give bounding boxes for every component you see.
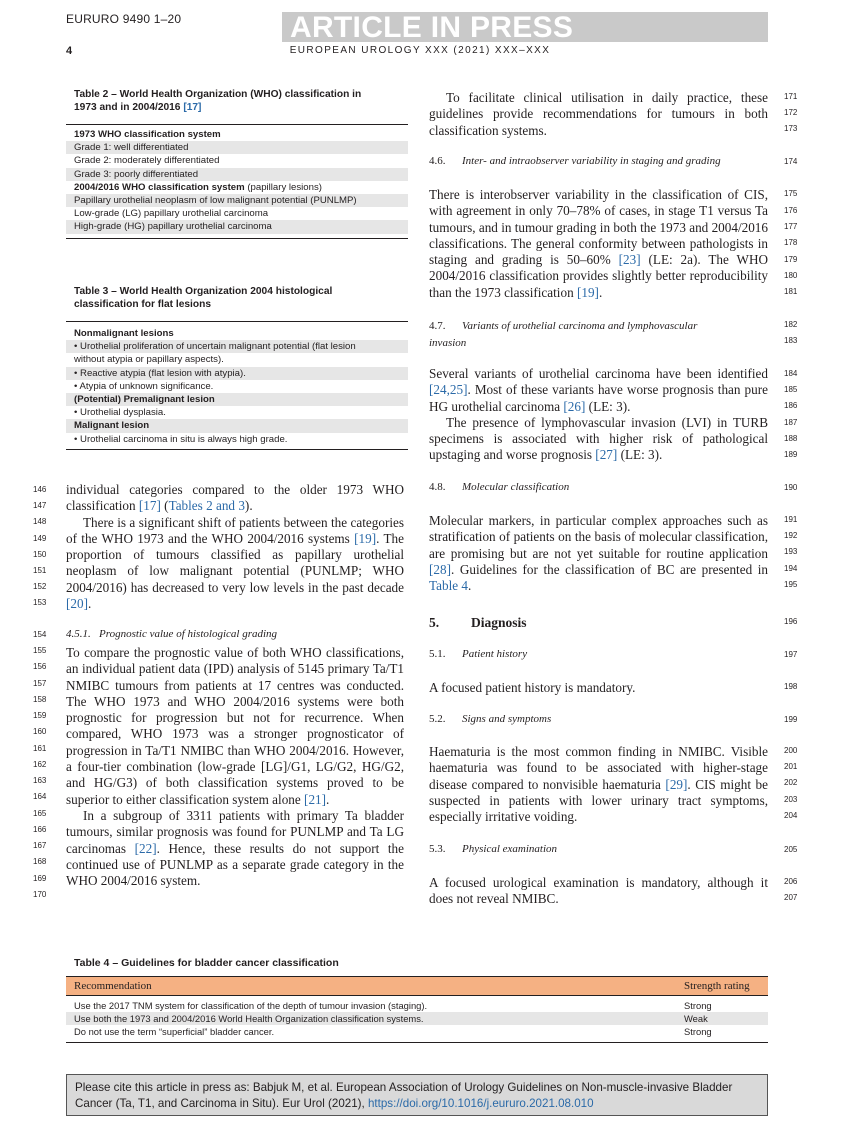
heading-number: 5.2.	[429, 713, 446, 725]
heading-4-7	[429, 318, 697, 352]
text: . CIS might be suspected in patients with lower urinary tract symptoms, especially irritative voiding.	[429, 776, 768, 825]
heading-number: 4.5.1.	[66, 628, 91, 640]
line-number: 176	[784, 206, 798, 215]
paragraph-subgroup	[66, 808, 404, 889]
table-cell: 1973 WHO classification system	[74, 129, 221, 140]
line-number: 174	[784, 157, 798, 166]
table-4-header	[66, 976, 768, 996]
line-number: 198	[784, 682, 798, 691]
line-number: 166	[33, 825, 47, 834]
text: . Hence, these results do not support the continued use of PUNLMP as a separate grade category in the WHO 2004/2016 system.	[66, 840, 404, 889]
line-number: 151	[33, 566, 47, 575]
line-number: 175	[784, 189, 798, 198]
text: Several variants of urothelial carcinoma have been identified	[429, 366, 768, 381]
line-number: 161	[33, 744, 47, 753]
table-cell: Papillary urothelial neoplasm of low malignant potential (PUNLMP)	[74, 195, 357, 207]
table-row	[66, 393, 408, 406]
table-cell-suffix: (papillary lesions)	[244, 181, 322, 193]
text: To facilitate clinical utilisation in daily practice, these guidelines provide recommendations for tumours in both classification systems.	[429, 90, 768, 138]
table-row	[66, 141, 408, 154]
line-number: 147	[33, 501, 47, 510]
text: In a subgroup of 3311 patients with primary Ta bladder tumours, similar prognosis was found for PUNLMP and Ta LG carcinomas	[66, 807, 404, 856]
text: .	[87, 596, 92, 612]
journal-running-head: EUROPEAN UROLOGY XXX (2021) XXX–XXX	[289, 45, 551, 56]
heading-4-6	[429, 155, 721, 167]
table-cell: • Urothelial dysplasia.	[74, 407, 166, 419]
line-number: 190	[784, 483, 798, 492]
table-3-rows	[66, 327, 408, 446]
text: To compare the prognostic value of both WHO classifications, an individual patient data (IPD) analysis of 5145 primary Ta/T1 NMIBC tumours from patients at 17 centres was conducted. The WHO 1973 and WHO 2004/2016 systems were both prognostic for progression but not for recurrence. When compared, WHO 1973 was a stronger prognosticator of progression in Ta/T1 NMIBC than WHO 2004/2016. However, a four-tier combination (low-grade [LG]/G1, LG/G2, HG/G2, and HG/G3) of both classification systems proved to be superior to either classification system alone	[66, 645, 404, 807]
table-cell: • Atypia of unknown significance.	[74, 380, 214, 392]
table-4-caption: Table 4 – Guidelines for bladder cancer classification	[74, 957, 339, 969]
line-number: 181	[784, 287, 798, 296]
table-row	[66, 1012, 768, 1025]
paragraph-physical	[429, 875, 768, 908]
line-number: 171	[784, 92, 798, 101]
line-number: 205	[784, 845, 798, 854]
recommendation-cell: Use both the 1973 and 2004/2016 World Health Organization classification systems.	[74, 1013, 424, 1025]
line-number: 189	[784, 450, 798, 459]
line-number: 186	[784, 401, 798, 410]
article-in-press-banner: ARTICLE IN PRESS	[282, 12, 768, 42]
ref-link[interactable]: [27]	[595, 447, 618, 463]
heading-title: Prognostic value of histological grading	[99, 628, 278, 640]
ref-link[interactable]: [19]	[576, 284, 599, 300]
heading-number: 5.1.	[429, 648, 446, 660]
line-number: 154	[33, 630, 47, 639]
table-2-caption-line1: Table 2 – World Health Organization (WHO) classification in	[74, 89, 362, 100]
text: ).	[244, 498, 253, 514]
text: . The proportion of tumours classified as papillary urothelial neoplasm of low malignant potential (PUNLMP; WHO 2004/2016) has decreased to very low levels in the past decade	[66, 530, 404, 595]
text: . Guidelines for the classification of BC are presented in	[450, 561, 768, 577]
table-2-ref-link[interactable]: [17]	[183, 102, 202, 113]
line-number: 192	[784, 531, 798, 540]
table-4-col-recommendation: Recommendation	[74, 980, 152, 992]
line-number: 156	[33, 662, 47, 671]
paragraph-classification-intro	[66, 482, 404, 515]
strength-rating-cell: Strong	[684, 1000, 712, 1011]
line-number: 202	[784, 778, 798, 787]
table-cell: Nonmalignant lesions	[74, 328, 174, 339]
line-number: 170	[33, 890, 47, 899]
table-row	[66, 367, 408, 380]
line-number: 150	[33, 550, 47, 559]
heading-4-5-1	[66, 628, 277, 640]
heading-title: Variants of urothelial carcinoma and lymphovascular	[462, 320, 698, 332]
citation-text: Please cite this article in press as: Babjuk M, et al. European Association of Urology Guidelines on Non-muscle-invasive Bladder Cancer (Ta, T1, and Carcinoma in Situ). Eur Urol (2021),	[75, 1081, 733, 1110]
right-column-variants	[429, 366, 768, 464]
table-3-caption	[66, 285, 408, 311]
line-number: 191	[784, 515, 798, 524]
left-column-top	[66, 482, 404, 612]
text: There is interobserver variability in the classification of CIS, with agreement in only 70–78% of cases, in stage T1 versus Ta tumours, and in tumour grading in both the 1973 and 2004/2016 classifications. The general conformity between pathologists in staging and grading is 50–60%	[429, 187, 768, 268]
paragraph-variability	[429, 187, 768, 301]
paragraph-lvi	[429, 415, 768, 464]
line-number: 160	[33, 727, 47, 736]
heading-5-2	[429, 713, 551, 725]
citation-box	[66, 1074, 768, 1116]
text: (	[160, 498, 169, 514]
heading-title: Signs and symptoms	[462, 713, 552, 725]
recommendation-cell: Use the 2017 TNM system for classification of the depth of tumour invasion (staging).	[74, 1000, 428, 1011]
table-3-caption-line2: classification for flat lesions	[74, 299, 212, 310]
line-number: 183	[784, 336, 798, 345]
recommendation-cell: Do not use the term “superficial” bladder cancer.	[74, 1026, 275, 1038]
line-number: 152	[33, 582, 47, 591]
heading-title: Physical examination	[462, 843, 558, 855]
paragraph-variants	[429, 366, 768, 415]
text: (LE: 3).	[585, 398, 631, 414]
paragraph-facilitate	[429, 90, 768, 139]
doi-link[interactable]: https://doi.org/10.1016/j.eururo.2021.08.010	[367, 1097, 594, 1110]
table-cell: • Urothelial proliferation of uncertain malignant potential (flat lesion	[74, 341, 356, 353]
line-number: 165	[33, 809, 47, 818]
table-3	[66, 285, 408, 450]
table-cell: (Potential) Premalignant lesion	[74, 394, 215, 406]
table-cell: Malignant lesion	[74, 420, 150, 432]
table-4-col-strength: Strength rating	[684, 980, 750, 992]
text: Haematuria is the most common finding in NMIBC. Visible haematuria was found to be associated with higher-stage disease compared to nonvisible haematuria	[429, 744, 768, 792]
ref-link[interactable]: [23]	[618, 252, 641, 268]
line-number: 164	[33, 792, 47, 801]
line-number: 188	[784, 434, 798, 443]
text: Molecular markers, in particular complex approaches such as stratification of patients on the basis of molecular classification, are promising but are not yet suitable for routine application	[429, 513, 768, 561]
ref-link[interactable]: [29]	[665, 776, 688, 792]
line-number: 203	[784, 795, 798, 804]
text: (LE: 3).	[617, 447, 663, 463]
strength-rating-cell: Weak	[684, 1013, 708, 1025]
heading-number: 4.6.	[429, 155, 446, 167]
line-number: 159	[33, 711, 47, 720]
line-number: 196	[784, 617, 798, 626]
table-cell: High-grade (HG) papillary urothelial carcinoma	[74, 221, 272, 233]
table-2	[66, 88, 408, 239]
text: A focused urological examination is mandatory, although it does not reveal NMIBC.	[429, 875, 768, 907]
text: A focused patient history is mandatory.	[429, 680, 636, 695]
table-row	[66, 380, 408, 393]
line-number: 168	[33, 857, 47, 866]
line-number: 200	[784, 746, 798, 755]
paragraph-signs	[429, 744, 768, 825]
ref-link[interactable]: [17]	[138, 498, 161, 514]
heading-title: Patient history	[462, 648, 528, 660]
table-row	[66, 154, 408, 167]
line-number: 185	[784, 385, 798, 394]
table-row	[66, 419, 408, 432]
strength-rating-cell: Strong	[684, 1026, 712, 1038]
heading-5-1	[429, 648, 527, 660]
line-number: 163	[33, 776, 47, 785]
table-row	[66, 181, 408, 194]
line-number: 155	[33, 646, 47, 655]
table-cell: Grade 1: well differentiated	[74, 142, 189, 154]
line-number: 173	[784, 124, 798, 133]
table-row	[66, 999, 768, 1012]
table-2-bottom-rule	[66, 238, 408, 239]
line-number: 187	[784, 418, 798, 427]
line-number: 167	[33, 841, 47, 850]
left-column-bottom	[66, 645, 404, 889]
heading-number: 5.3.	[429, 843, 446, 855]
line-number: 207	[784, 893, 798, 902]
text: .	[326, 791, 330, 807]
table-cell: Grade 3: poorly differentiated	[74, 168, 199, 180]
line-number: 194	[784, 564, 798, 573]
line-number: 169	[33, 874, 47, 883]
table-row	[66, 194, 408, 207]
table-row	[66, 406, 408, 419]
table-row	[66, 340, 408, 353]
text: There is a significant shift of patients between the categories of the WHO 1973 and the WHO 2004/2016 systems	[66, 514, 404, 546]
table-3-caption-line1: Table 3 – World Health Organization 2004 histological	[74, 286, 333, 297]
text: . Most of these variants have worse prognosis than pure HG urothelial carcinoma	[429, 382, 768, 414]
table-row	[66, 220, 408, 233]
line-number: 199	[784, 715, 798, 724]
paragraph-prognostic	[66, 645, 404, 808]
article-code: EURURO 9490 1–20	[66, 12, 182, 26]
line-number: 149	[33, 534, 47, 543]
paragraph-molecular	[429, 513, 768, 594]
heading-title: Molecular classification	[462, 481, 570, 493]
table-cell: 2004/2016 WHO classification system	[74, 181, 245, 193]
ref-link[interactable]: [21]	[304, 791, 327, 807]
line-number: 193	[784, 547, 798, 556]
table-row	[66, 353, 408, 366]
table-cell: without atypia or papillary aspects).	[74, 354, 224, 366]
table-2-caption	[66, 88, 408, 114]
table-row	[66, 128, 408, 141]
text: (LE: 2a). The WHO 2004/2016 classification provides slightly better reproducibility than the 1973 classification	[429, 252, 768, 300]
table-3-bottom-rule	[66, 449, 408, 450]
line-number: 157	[33, 679, 47, 688]
line-number: 180	[784, 271, 798, 280]
heading-number: 5.	[429, 615, 440, 630]
ref-link[interactable]: [22]	[134, 840, 157, 856]
table-row	[66, 1025, 768, 1038]
heading-title: Diagnosis	[471, 615, 527, 630]
line-number: 206	[784, 877, 798, 886]
ref-link[interactable]: [20]	[66, 596, 88, 612]
table-4	[66, 956, 768, 1043]
ref-link[interactable]: [24,25]	[429, 382, 468, 398]
line-number: 172	[784, 108, 798, 117]
table-4-rows	[66, 996, 768, 1043]
table-2-rows	[66, 128, 408, 234]
line-number: 184	[784, 369, 798, 378]
heading-number: 4.7.	[429, 320, 446, 332]
table-cell: • Urothelial carcinoma in situ is always high grade.	[74, 433, 288, 445]
ref-link[interactable]: [26]	[563, 398, 586, 414]
line-number: 197	[784, 650, 798, 659]
table-row	[66, 327, 408, 340]
paragraph-patient-history	[429, 680, 768, 696]
text: individual categories compared to the older 1973 WHO classification	[66, 482, 404, 514]
line-number: 153	[33, 598, 47, 607]
line-number: 182	[784, 320, 798, 329]
heading-title-cont: invasion	[429, 337, 467, 349]
line-number: 177	[784, 222, 798, 231]
ref-link[interactable]: [19]	[354, 530, 377, 546]
line-number: 146	[33, 485, 47, 494]
page-number: 4	[66, 45, 73, 57]
text: .	[598, 284, 603, 300]
paragraph-shift	[66, 515, 404, 613]
text: .	[468, 578, 472, 594]
table-row	[66, 433, 408, 446]
line-number: 179	[784, 255, 798, 264]
ref-link[interactable]: [28]	[429, 561, 451, 577]
line-number: 201	[784, 762, 798, 771]
table-cell: Grade 2: moderately differentiated	[74, 155, 220, 167]
table-cell: • Reactive atypia (flat lesion with atypia).	[74, 367, 246, 379]
table-row	[66, 168, 408, 181]
heading-5-3	[429, 843, 557, 855]
line-number: 204	[784, 811, 798, 820]
heading-title: Inter- and intraobserver variability in staging and grading	[462, 155, 721, 167]
line-number: 162	[33, 760, 47, 769]
table-row	[66, 207, 408, 220]
text: The presence of lymphovascular invasion (LVI) in TURB specimens is associated with higher risk of pathological upstaging and worse prognosis	[429, 414, 768, 463]
heading-5-diagnosis	[429, 615, 527, 631]
heading-number: 4.8.	[429, 481, 446, 493]
line-number: 178	[784, 238, 798, 247]
line-number: 195	[784, 580, 798, 589]
table-link[interactable]: Tables 2 and 3	[168, 498, 245, 514]
table-cell: Low-grade (LG) papillary urothelial carcinoma	[74, 208, 269, 220]
heading-4-8	[429, 481, 569, 493]
table-link[interactable]: Table 4	[429, 578, 468, 594]
line-number: 148	[33, 517, 47, 526]
line-number: 158	[33, 695, 47, 704]
table-2-caption-line2: 1973 and in 2004/2016	[74, 102, 184, 113]
